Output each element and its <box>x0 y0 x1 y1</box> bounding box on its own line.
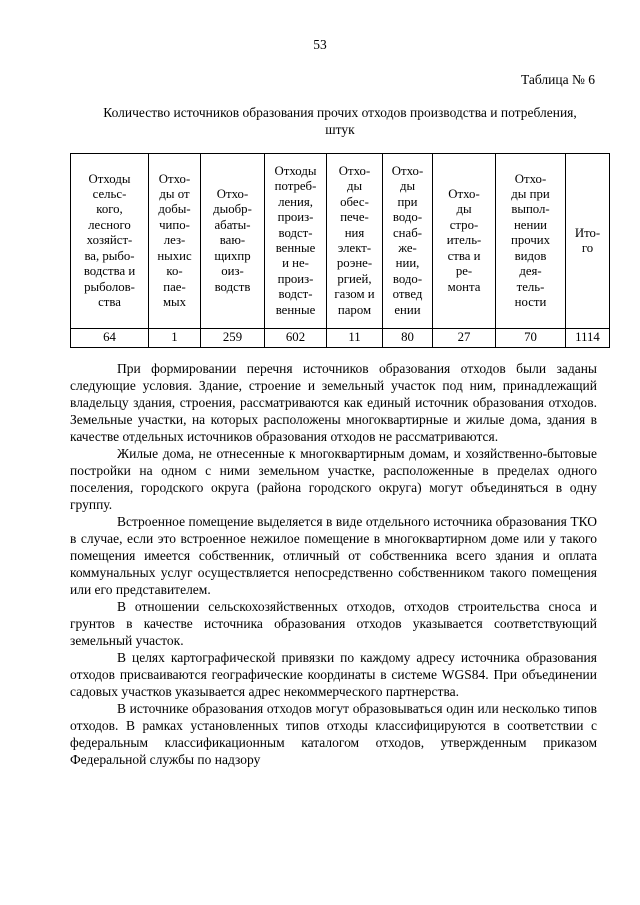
header-total: Ито- го <box>566 154 610 329</box>
table-label: Таблица № 6 <box>521 72 595 87</box>
header-agriculture: Отходы сельс- кого, лесного хозяйст- ва, рыбо- водства и рыболов- ства <box>71 154 149 329</box>
header-consumption: Отходы потреб- ления, произ- водст- венные и не- произ- водст- венные <box>265 154 327 329</box>
header-manufacturing: Отхо- дыобр- абаты- ваю- щихпр оиз- водств <box>201 154 265 329</box>
value-construction: 27 <box>433 329 496 348</box>
value-manufacturing: 259 <box>201 329 265 348</box>
header-mining: Отхо- ды от добы- чипо- лез- ныхис ко- пае- мых <box>149 154 201 329</box>
paragraph: При формировании перечня источников образования отходов были заданы следующие условия. Здание, строение и земельный участок под ним, принадлежащий владельцу здания, строения, рассматриваются как единый источник образования отходов. Земельные участки, на которых расположены многоквартирные и жилые дома, здания в качестве отдельных источников образования отходов не рассматриваются. <box>70 361 597 444</box>
header-energy: Отхо- ды обес- пече- ния элект- роэне- ргией, газом и паром <box>327 154 383 329</box>
paragraph: В целях картографической привязки по каждому адресу источника образования отходов присваиваются географические координаты в системе WGS84. При объединении садовых участков указывается адрес некоммерческого партнерства. <box>70 650 597 699</box>
paragraph: В источнике образования отходов могут образовываться один или несколько типов отходов. В рамках установленных типов отходы классифицируются в соответствии с федеральным классификационным каталогом отходов, утвержденным приказом Федеральной службы по надзору <box>70 701 597 767</box>
value-other: 70 <box>496 329 566 348</box>
header-construction: Отхо- ды стро- итель- ства и ре- монта <box>433 154 496 329</box>
table-title: Количество источников образования прочих отходов производства и потребления, штук <box>103 105 577 137</box>
value-total: 1114 <box>566 329 610 348</box>
value-agriculture: 64 <box>71 329 149 348</box>
value-water: 80 <box>383 329 433 348</box>
value-consumption: 602 <box>265 329 327 348</box>
header-water: Отхо- ды при водо- снаб- же- нии, водо- отвед ении <box>383 154 433 329</box>
body-text <box>70 360 597 768</box>
paragraph: Жилые дома, не отнесенные к многоквартирным домам, и хозяйственно-бытовые постройки на одном с ними земельном участке, расположенные в пределах одного поселения, городского округа (района городского округа) могут объединяться в одну группу. <box>70 446 597 512</box>
paragraph: В отношении сельскохозяйственных отходов, отходов строительства сноса и грунтов в качестве источника образования отходов указывается соответствующий земельный участок. <box>70 599 597 648</box>
table-row <box>71 329 610 348</box>
table-header-row <box>71 154 610 329</box>
value-mining: 1 <box>149 329 201 348</box>
page-number: 53 <box>313 37 327 52</box>
paragraph: Встроенное помещение выделяется в виде отдельного источника образования ТКО в случае, если это встроенное нежилое помещение в многоквартирном доме или у такого помещения имеется собственник, отличный от собственника всего здания и оплата коммунальных услуг осуществляется непосредственно собственником такого помещения или его представителем. <box>70 514 597 597</box>
header-other: Отхо- ды при выпол- нении прочих видов дея- тель- ности <box>496 154 566 329</box>
waste-sources-table <box>70 153 610 348</box>
value-energy: 11 <box>327 329 383 348</box>
